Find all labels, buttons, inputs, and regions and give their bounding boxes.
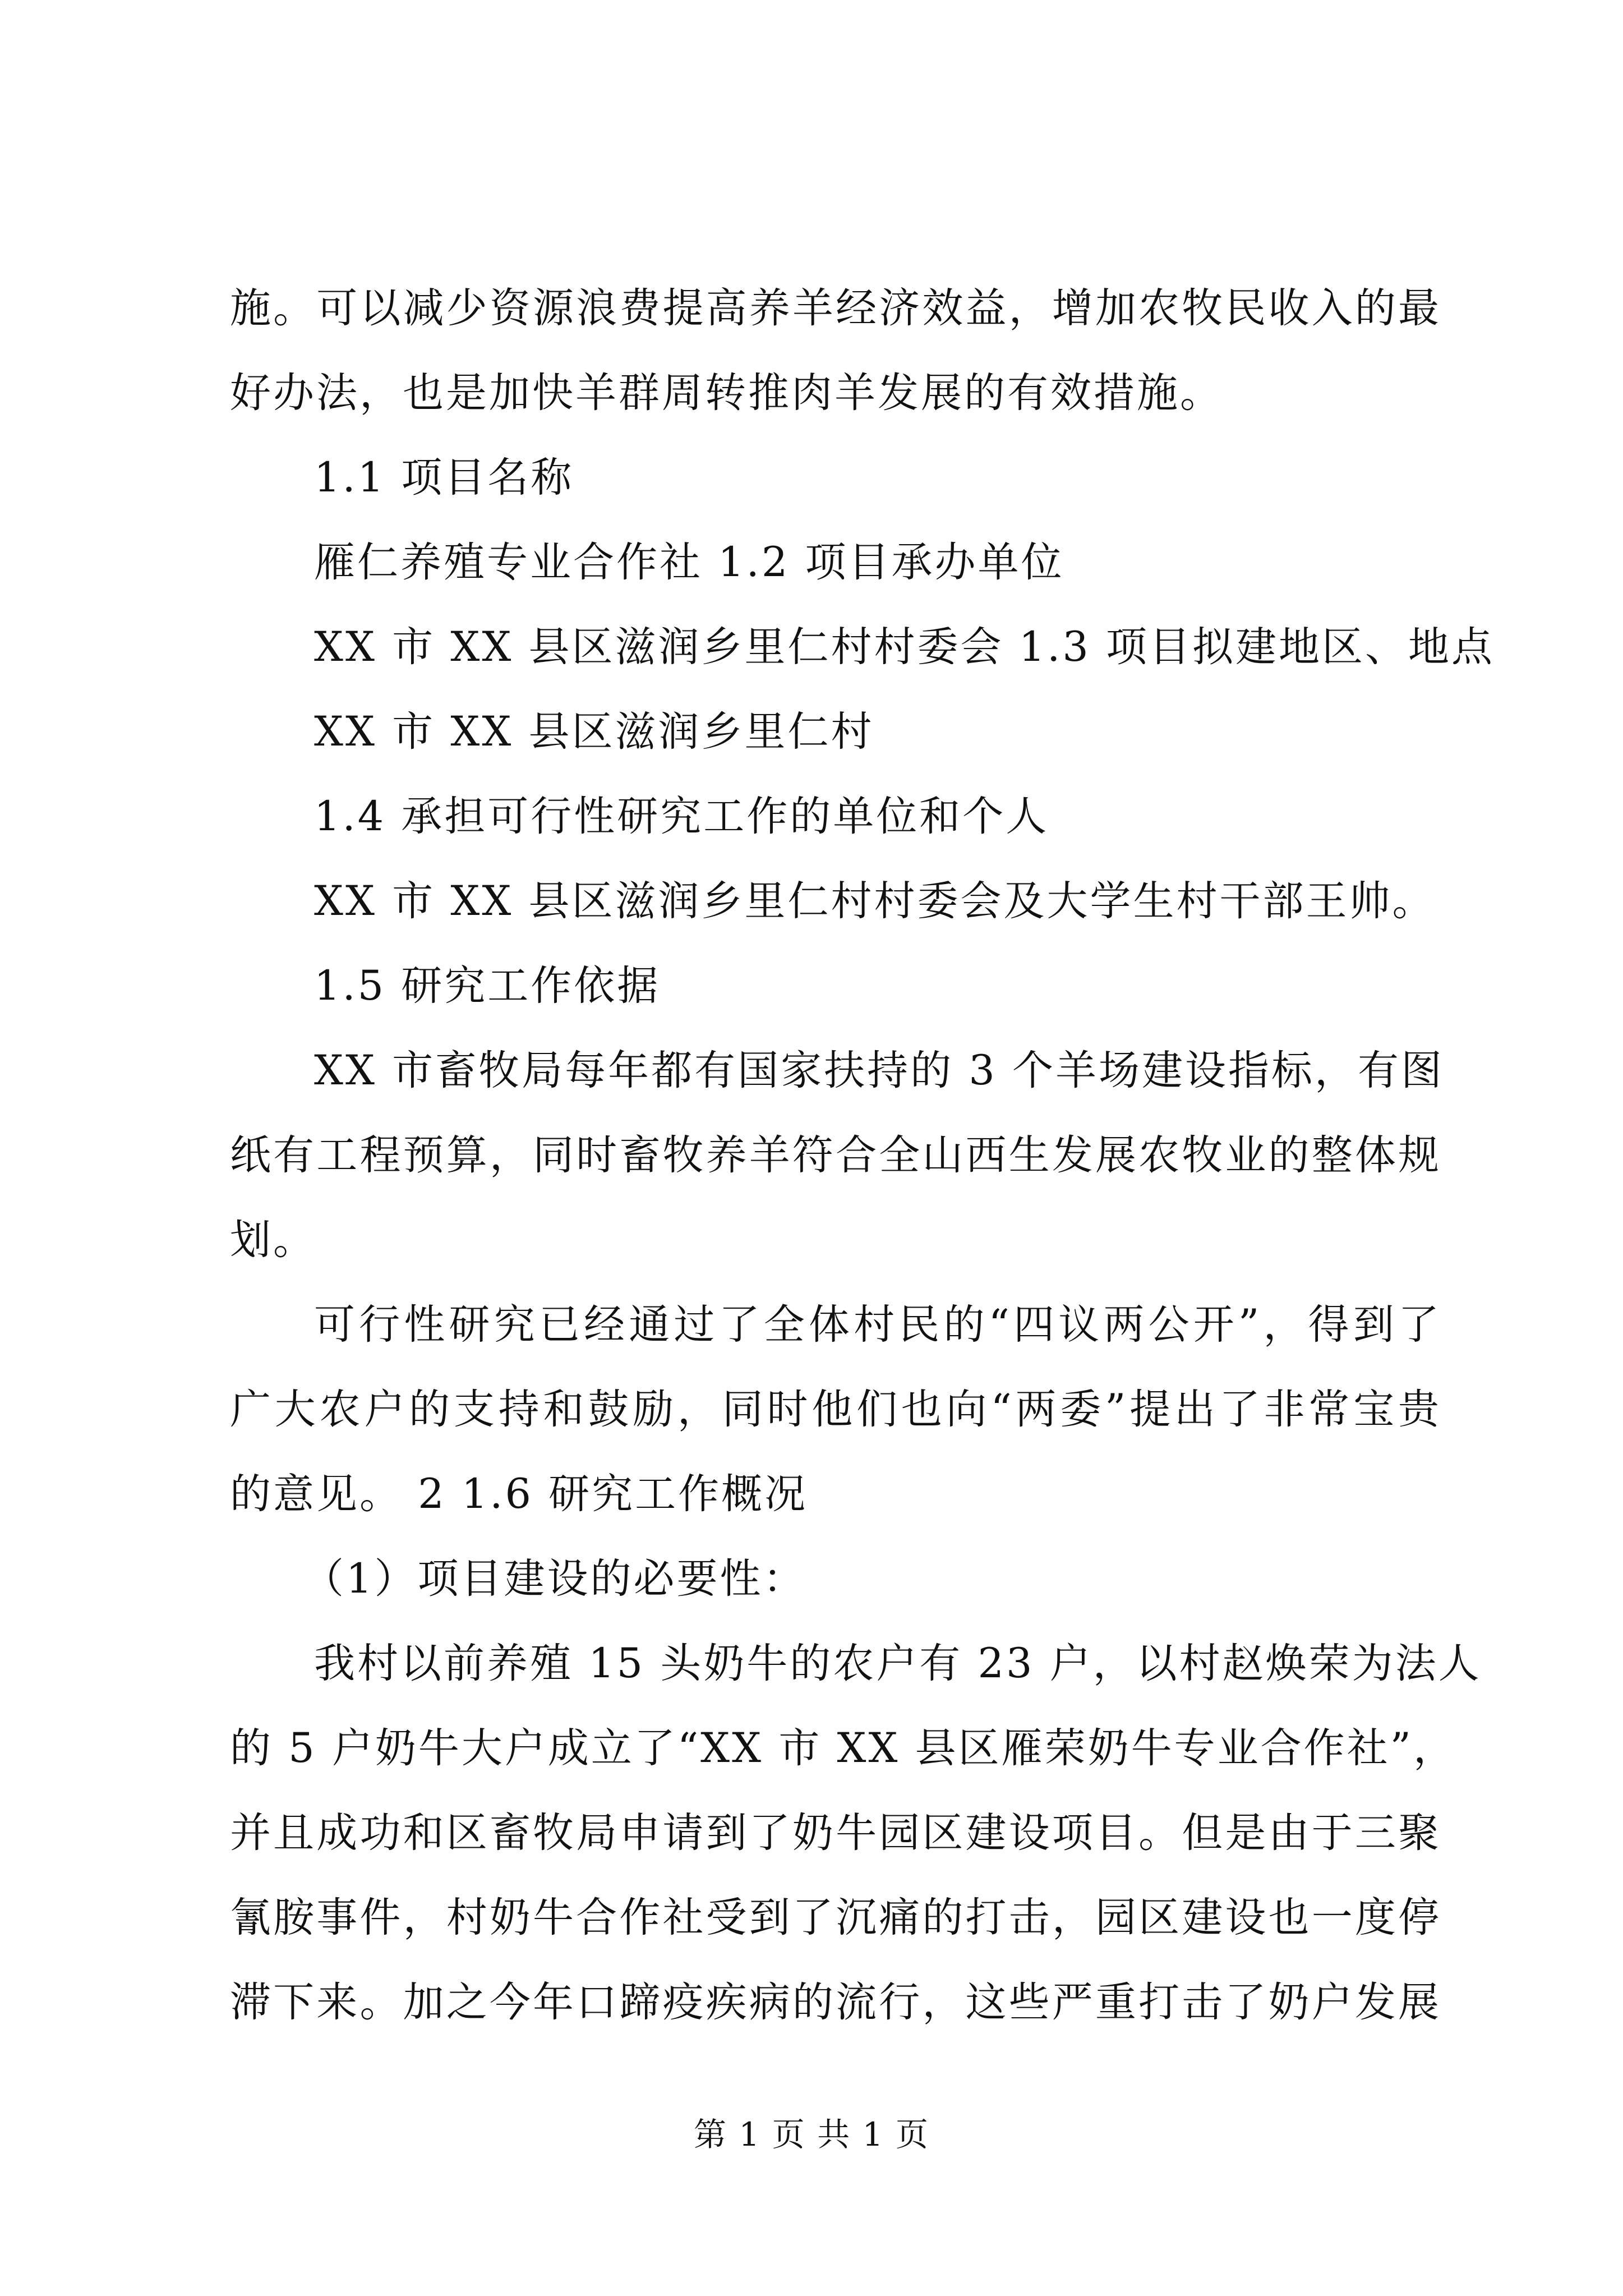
section-heading: 1.1 项目名称 bbox=[314, 454, 574, 501]
paragraph-line: 划。 bbox=[230, 1216, 316, 1264]
section-heading: （1）项目建设的必要性： bbox=[303, 1555, 806, 1603]
paragraph-line: XX 市畜牧局每年都有国家扶持的 3 个羊场建设指标，有图 bbox=[314, 1047, 1444, 1094]
paragraph-line: 纸有工程预算，同时畜牧养羊符合全山西生发展农牧业的整体规 bbox=[230, 1131, 1441, 1179]
page-number-label: 第 1 页 共 1 页 bbox=[694, 2115, 929, 2154]
paragraph-line: 我村以前养殖 15 头奶牛的农户有 23 户，以村赵焕荣为法人 bbox=[314, 1640, 1482, 1687]
paragraph-line: 雁仁养殖专业合作社 1.2 项目承办单位 bbox=[314, 539, 1064, 586]
paragraph-line: 好办法，也是加快羊群周转推肉羊发展的有效措施。 bbox=[230, 369, 1223, 417]
paragraph-line: 并且成功和区畜牧局申请到了奶牛园区建设项目。但是由于三聚 bbox=[230, 1809, 1441, 1857]
paragraph-line: 可行性研究已经通过了全体村民的“四议两公开”，得到了 bbox=[314, 1301, 1441, 1349]
paragraph-line: 的 5 户奶牛大户成立了“XX 市 XX 县区雁荣奶牛专业合作社”， bbox=[230, 1724, 1456, 1772]
page-footer bbox=[0, 2112, 1623, 2157]
paragraph-line: 滞下来。加之今年口蹄疫疾病的流行，这些严重打击了奶户发展 bbox=[230, 1978, 1441, 2026]
document-body bbox=[230, 266, 1495, 2045]
paragraph-line: 的意见。 2 1.6 研究工作概况 bbox=[230, 1470, 808, 1518]
section-heading: 1.5 研究工作依据 bbox=[314, 962, 661, 1010]
paragraph-line: XX 市 XX 县区滋润乡里仁村 bbox=[314, 708, 874, 756]
paragraph-line: XX 市 XX 县区滋润乡里仁村村委会 1.3 项目拟建地区、地点 bbox=[314, 623, 1495, 671]
paragraph-line: 施。可以减少资源浪费提高养羊经济效益，增加农牧民收入的最 bbox=[230, 284, 1441, 332]
paragraph-line: 氰胺事件，村奶牛合作社受到了沉痛的打击，园区建设也一度停 bbox=[230, 1894, 1441, 1941]
paragraph-line: 广大农户的支持和鼓励，同时他们也向“两委”提出了非常宝贵 bbox=[230, 1386, 1441, 1433]
section-heading: 1.4 承担可行性研究工作的单位和个人 bbox=[314, 793, 1049, 840]
paragraph-line: XX 市 XX 县区滋润乡里仁村村委会及大学生村干部王帅。 bbox=[314, 877, 1436, 925]
